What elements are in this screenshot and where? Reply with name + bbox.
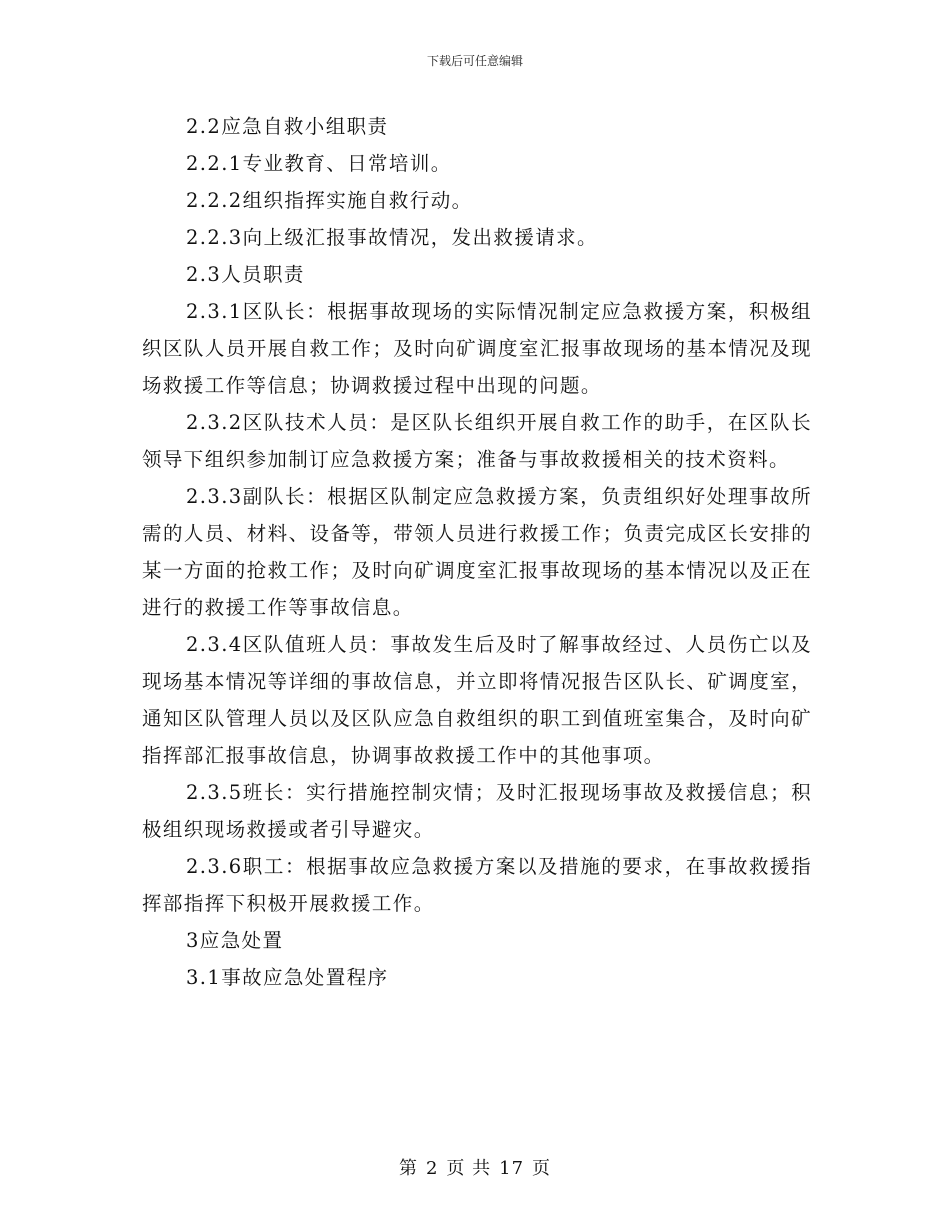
section-heading-2-3: 2.3人员职责 — [186, 263, 305, 286]
footer-page-number: 2 — [425, 1158, 439, 1179]
paragraph-2-3-5: 2.3.5班长：实行措施控制灾情；及时汇报现场事故及救援信息；积极组织现场救援或者引导避灾。 — [142, 781, 812, 841]
paragraph-2-2-2: 2.2.2组织指挥实施自救行动。 — [186, 189, 473, 212]
paragraph-2-3-6: 2.3.6职工：根据事故应急救援方案以及措施的要求，在事故救援指挥部指挥下积极开展救援工作。 — [142, 855, 812, 915]
footer-prefix: 第 — [398, 1158, 418, 1179]
paragraph-2-3-3: 2.3.3副队长：根据区队制定应急救援方案，负责组织好处理事故所需的人员、材料、设备等，带领人员进行救援工作；负责完成区长安排的某一方面的抢救工作；及时向矿调度室汇报事故现场的基本情况以及正在进行的救援工作等事故信息。 — [142, 485, 812, 619]
section-heading-3: 3应急处置 — [186, 929, 284, 952]
paragraph-2-3-1: 2.3.1区队长：根据事故现场的实际情况制定应急救援方案，积极组织区队人员开展自救工作；及时向矿调度室汇报事故现场的基本情况及现场救援工作等信息；协调救援过程中出现的问题。 — [142, 300, 812, 397]
section-heading-3-1: 3.1事故应急处置程序 — [186, 966, 389, 989]
footer-suffix: 页 — [532, 1158, 552, 1179]
paragraph-2-2-1: 2.2.1专业教育、日常培训。 — [186, 152, 452, 175]
page-header: 下载后可任意编辑 — [426, 54, 523, 68]
paragraph-2-2-3: 2.2.3向上级汇报事故情况，发出救援请求。 — [186, 226, 598, 249]
paragraph-2-3-4: 2.3.4区队值班人员：事故发生后及时了解事故经过、人员伤亡以及现场基本情况等详细的事故信息，并立即将情况报告区队长、矿调度室，通知区队管理人员以及区队应急自救组织的职工到值班室集合，及时向矿指挥部汇报事故信息，协调事故救援工作中的其他事项。 — [142, 633, 812, 767]
document-body — [142, 108, 812, 996]
section-heading-2-2: 2.2应急自救小组职责 — [186, 115, 389, 138]
paragraph-2-3-2: 2.3.2区队技术人员：是区队长组织开展自救工作的助手，在区队长领导下组织参加制订应急救援方案；准备与事故救援相关的技术资料。 — [142, 411, 812, 471]
page-footer — [0, 1154, 950, 1180]
footer-middle: 页 共 — [446, 1158, 492, 1179]
footer-total-pages: 17 — [499, 1158, 525, 1179]
